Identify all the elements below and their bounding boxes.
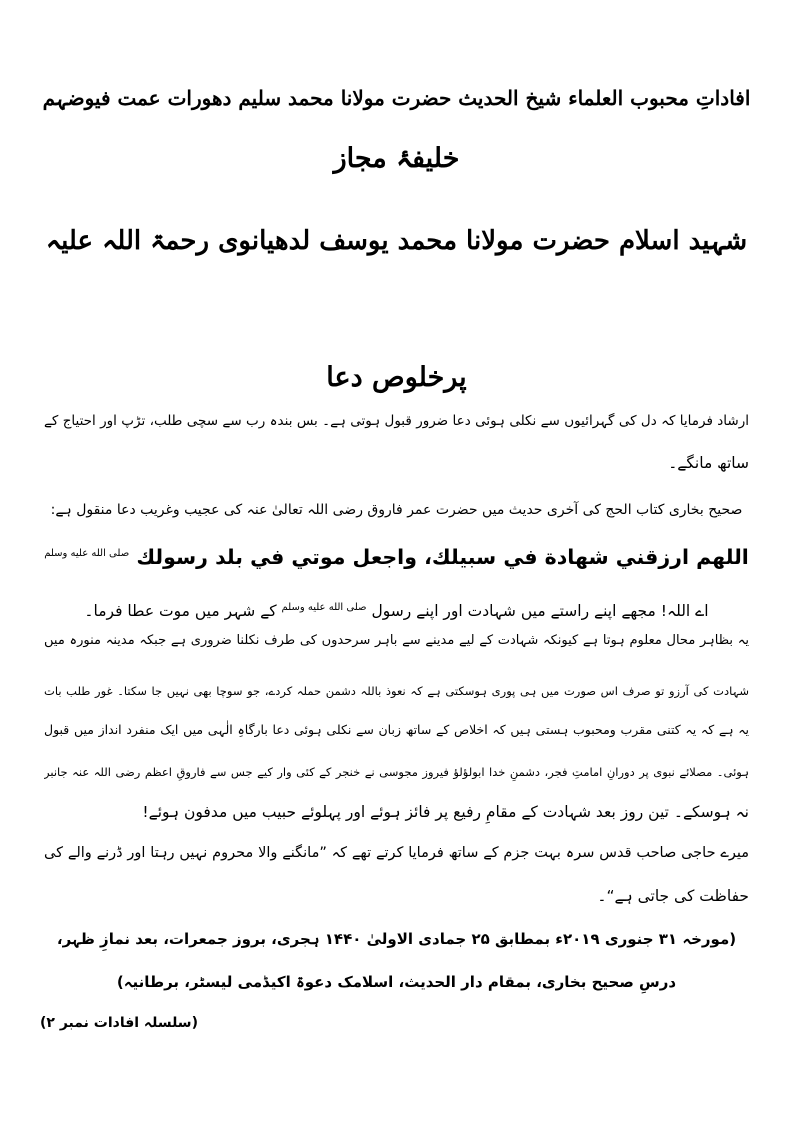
article-title: پرخلوص دعا xyxy=(326,362,467,393)
para2-line-2: شہادت کی آرزو تو صرف اس صورت میں ہی پوری ہوسکتی ہے کہ نعوذ باللہ دشمن حملہ کردے، جو سوچا بھی نہیں جا سکتا۔ غور طلب بات xyxy=(44,684,749,698)
translation-part-1: اے اللہ! مجھے اپنے راستے میں شہادت اور اپنے رسول xyxy=(371,602,709,621)
series-number: (سلسلہ افادات نمبر ۲) xyxy=(40,1015,198,1031)
para1-line-1: ارشاد فرمایا کہ دل کی گہرائیوں سے نکلی ہوئی دعا ضرور قبول ہوتی ہے۔ بس بندہ رب سے سچی طلب، تڑپ اور احتیاج کے xyxy=(44,413,749,429)
header-line-1: افاداتِ محبوب العلماء شیخ الحدیث حضرت مولانا محمد سلیم دھورات عمت فیوضہم xyxy=(42,86,751,110)
para2-line-5: نہ ہوسکے۔ تین روز بعد شہادت کے مقامِ رفیع پر فائز ہوئے اور پہلوئے حبیب میں مدفون ہوئے! xyxy=(142,803,749,821)
para2-line-1: یہ بظاہر محال معلوم ہوتا ہے کیونکہ شہادت کے لیے مدینے سے باہر سرحدوں کی طرف نکلنا ضروری ہے جبکہ مدینہ منورہ میں xyxy=(44,633,749,648)
arabic-dua xyxy=(40,534,753,577)
dua-translation xyxy=(40,591,753,628)
salutation-mark: صلى الله عليه وسلم xyxy=(44,548,130,559)
translation-part-2: کے شہر میں موت عطا فرما۔ xyxy=(84,602,277,621)
para2-line-4: ہوئی۔ مصلائے نبوی پر دورانِ امامتِ فجر، دشمنِ خدا ابولؤلؤ فیروز مجوسی نے خنجر کے کئی وار کیے جس سے فاروقِ اعظم رضی اللہ عنہ جانبر xyxy=(44,765,749,779)
arabic-dua-text: اللهم ارزقني شهادة في سبيلك، واجعل موتي في بلد رسولك xyxy=(136,544,749,569)
para3-line-1: میرے حاجی صاحب قدس سرہ بہت جزم کے ساتھ فرمایا کرتے تھے کہ ”مانگنے والا محروم نہیں رہتا اور ڈرنے والے کی xyxy=(44,845,749,861)
para2-line-3: یہ ہے کہ یہ کتنی مقرب ومحبوب ہستی ہیں کہ اخلاص کے ساتھ زبان سے نکلی ہوئی دعا بارگاہِ الٰہی میں ایک منفرد انداز میں قبول xyxy=(44,722,749,737)
translation-salutation: صلى الله عليه وسلم xyxy=(281,602,367,613)
lecture-place: درسِ صحیح بخاری، بمقام دار الحدیث، اسلامک دعوۃ اکیڈمی لیسٹر، برطانیہ) xyxy=(116,973,677,991)
hadith-intro: صحیح بخاری کتاب الحج کی آخری حدیث میں حضرت عمر فاروق رضی اللہ تعالیٰ عنہ کی عجیب وغریب دعا منقول ہے: xyxy=(50,502,743,518)
para1-line-2: ساتھ مانگے۔ xyxy=(668,454,749,472)
header-line-2: خلیفۂ مجاز xyxy=(333,143,460,174)
header-line-3: شہید اسلام حضرت مولانا محمد یوسف لدھیانوی رحمۃ اللہ علیہ xyxy=(45,226,748,256)
lecture-date: (مورخہ ۳۱ جنوری ۲۰۱۹ء بمطابق ۲۵ جمادی الاولیٰ ۱۴۴۰ ہجری، بروز جمعرات، بعد نمازِ ظہر، xyxy=(56,930,737,948)
para3-line-2: حفاظت کی جاتی ہے“۔ xyxy=(597,887,749,905)
